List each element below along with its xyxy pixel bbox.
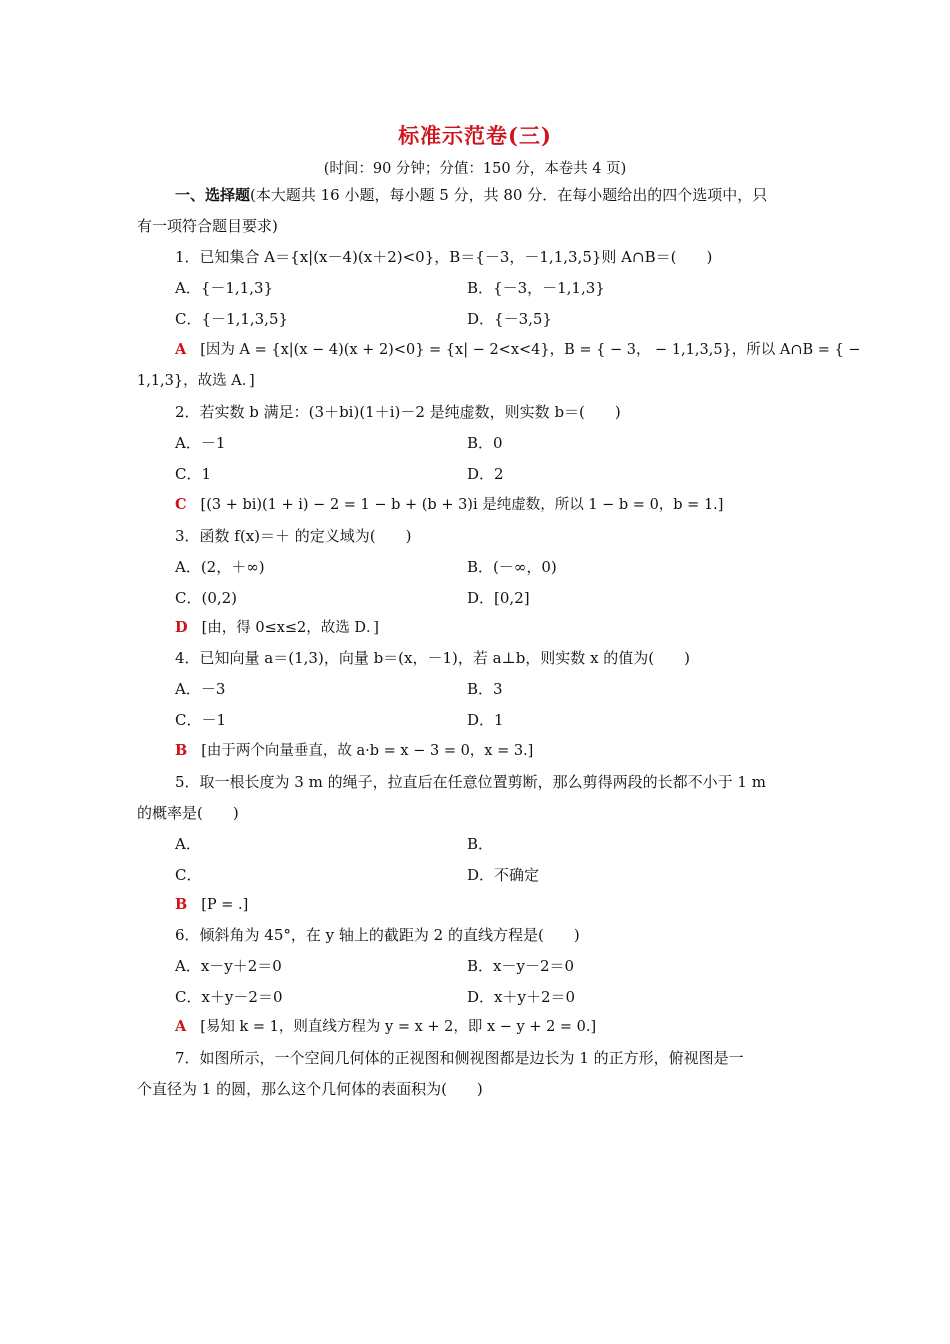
q3-answer: D bbox=[175, 619, 188, 636]
q1-answer: A bbox=[175, 341, 187, 358]
q2-option-a: A．－1 bbox=[175, 434, 226, 452]
q6-option-c: C．x＋y－2＝0 bbox=[175, 988, 283, 1006]
question-6-stem: 6．倾斜角为 45°，在 y 轴上的截距为 2 的直线方程是( ) bbox=[175, 926, 580, 944]
q6-option-a: A．x－y＋2＝0 bbox=[175, 957, 282, 975]
q3-solution-text: [由，得 0≤x≤2，故选 D．] bbox=[201, 620, 379, 636]
q2-option-b: B．0 bbox=[467, 434, 503, 452]
q4-option-c: C．－1 bbox=[175, 711, 227, 729]
q4-solution bbox=[175, 740, 533, 762]
q5-solution bbox=[175, 894, 248, 916]
q3-option-a: A．(2，＋∞) bbox=[175, 558, 265, 576]
q6-option-b: B．x－y－2＝0 bbox=[467, 957, 575, 975]
q1-solution-cont: 1,1,3}，故选 A．] bbox=[137, 373, 255, 389]
question-5-stem-cont: 的概率是( ) bbox=[137, 804, 239, 822]
q1-solution bbox=[175, 339, 861, 361]
q2-option-d: D．2 bbox=[467, 465, 504, 483]
q1-option-d: D．{－3,5} bbox=[467, 310, 552, 328]
question-1-stem: 1．已知集合 A＝{x|(x－4)(x＋2)<0}，B＝{－3，－1,1,3,5}则 A∩B＝( ) bbox=[175, 248, 713, 266]
q6-solution bbox=[175, 1016, 596, 1038]
q5-solution-text: [P = .] bbox=[201, 897, 249, 913]
q1-option-c: C．{－1,1,3,5} bbox=[175, 310, 289, 328]
q5-answer: B bbox=[175, 896, 188, 913]
q1-solution-text: [因为 A = {x|(x − 4)(x + 2)<0} = {x| − 2<x<4}，B = { − 3， − 1,1,3,5}，所以 A∩B = { − bbox=[200, 342, 861, 358]
q4-option-b: B．3 bbox=[467, 680, 503, 698]
section-heading: 一、选择题 bbox=[175, 186, 251, 204]
q4-option-d: D．1 bbox=[467, 711, 504, 729]
question-3-stem: 3．函数 f(x)＝＋ 的定义域为( ) bbox=[175, 527, 412, 545]
q6-solution-text: [易知 k = 1，则直线方程为 y = x + 2，即 x − y + 2 = 0.] bbox=[200, 1019, 597, 1035]
q6-answer: A bbox=[175, 1018, 187, 1035]
q4-option-a: A．－3 bbox=[175, 680, 226, 698]
q5-option-a: A． bbox=[175, 835, 201, 853]
q2-answer: C bbox=[175, 496, 187, 513]
q3-option-b: B．(－∞，0) bbox=[467, 558, 557, 576]
question-4-stem: 4．已知向量 a＝(1,3)，向量 b＝(x，－1)，若 a⊥b，则实数 x 的值为( ) bbox=[175, 649, 691, 667]
question-7-stem: 7．如图所示，一个空间几何体的正视图和侧视图都是边长为 1 的正方形，俯视图是一 bbox=[175, 1049, 744, 1067]
q1-option-a: A．{－1,1,3} bbox=[175, 279, 274, 297]
q1-option-b: B．{－3，－1,1,3} bbox=[467, 279, 605, 297]
q5-option-b: B． bbox=[467, 835, 494, 853]
q2-solution-text: [(3 + bi)(1 + i) − 2 = 1 − b + (b + 3)i 是纯虚数，所以 1 − b = 0，b = 1.] bbox=[200, 497, 724, 513]
page-title: 标准示范卷(三) bbox=[398, 123, 552, 148]
q2-solution bbox=[175, 494, 723, 516]
section-description-cont: 有一项符合题目要求) bbox=[137, 217, 278, 235]
question-7-stem-cont: 个直径为 1 的圆，那么这个几何体的表面积为( ) bbox=[137, 1080, 483, 1098]
q5-option-d: D．不确定 bbox=[467, 866, 540, 884]
q2-option-c: C．1 bbox=[175, 465, 212, 483]
q5-option-c: C． bbox=[175, 866, 202, 884]
section-description: (本大题共 16 小题，每小题 5 分，共 80 分．在每小题给出的四个选项中，只 bbox=[250, 186, 768, 204]
question-2-stem: 2．若实数 b 满足：(3＋bi)(1＋i)－2 是纯虚数，则实数 b＝( ) bbox=[175, 403, 621, 421]
q6-option-d: D．x＋y＋2＝0 bbox=[467, 988, 576, 1006]
q3-solution bbox=[175, 617, 379, 639]
section-line-1 bbox=[175, 184, 767, 206]
q4-solution-text: [由于两个向量垂直，故 a·b = x − 3 = 0，x = 3.] bbox=[201, 743, 534, 759]
q4-answer: B bbox=[175, 742, 188, 759]
q3-option-c: C．(0,2) bbox=[175, 589, 238, 607]
q3-option-d: D．[0,2] bbox=[467, 589, 530, 607]
question-5-stem: 5．取一根长度为 3 m 的绳子，拉直后在任意位置剪断，那么剪得两段的长都不小于 1 m bbox=[175, 773, 766, 791]
page-subtitle: (时间：90 分钟；分值：150 分，本卷共 4 页) bbox=[323, 161, 627, 177]
